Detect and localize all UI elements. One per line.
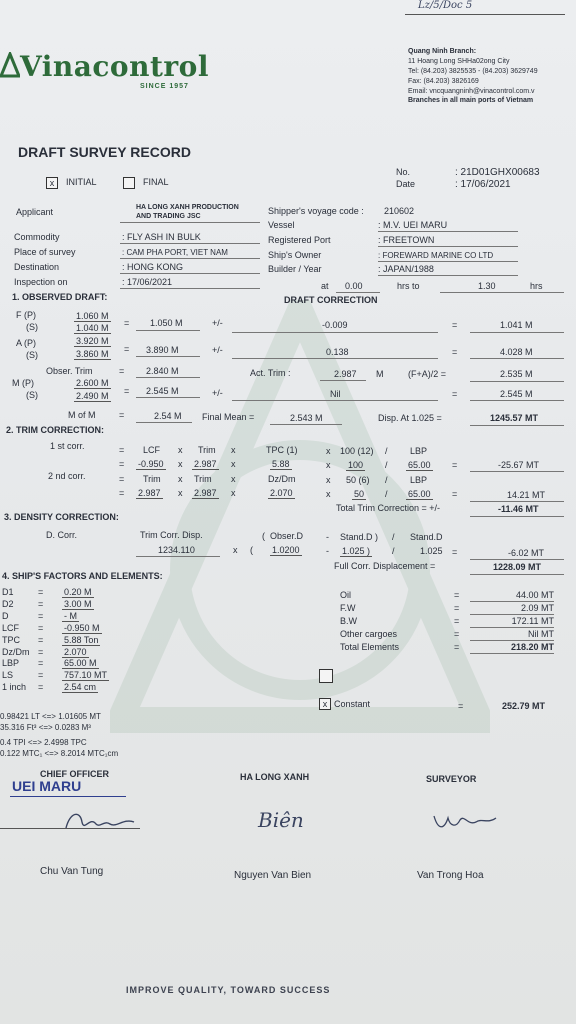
fs-value: 1.040 M [76,323,109,333]
owner-value: : FOREWARD MARINE CO LTD [378,251,494,260]
vessel-label: Vessel [268,220,295,230]
factor-value: 2.070 [64,646,87,657]
element-key: Other cargoes [340,629,398,639]
applicant-label: Applicant [16,207,54,217]
x-3: x [326,446,331,456]
destination-value: : HONG KONG [122,262,184,272]
fifty-value: 50 [354,489,365,499]
factor-key: 1 inch [2,682,27,693]
initial-checkbox[interactable]: x [46,177,58,189]
trim2-col-label-a: Trim [143,474,161,484]
act-trim-label: Act. Trim : [250,368,291,378]
disp-label: Disp. At 1.025 = [378,413,442,423]
section-observed-draft: 1. OBSERVED DRAFT: [12,292,108,302]
element-value: 218.20 MT [510,642,554,652]
lbp2-value: 65.00 [408,489,431,499]
destination-label: Destination [14,262,60,272]
date-label: Date [396,179,416,189]
stand-d2-label: Stand.D [410,532,443,542]
factor-value: 5.88 Ton [64,634,99,645]
conversion-4: 0.122 MTC₁ <=> 8.2014 MTC₁cm [0,749,119,758]
fa2-label: (F+A)/2 = [408,369,447,379]
full-corr-label: Full Corr. Displacement = [334,561,436,571]
element-value: Nil MT [528,629,554,639]
lbp2-col-label: LBP [410,475,428,485]
voyage-value: 210602 [384,206,415,216]
x-11: x [231,488,236,498]
ap-value: 3.920 M [76,336,109,346]
a-correction: 0.138 [326,347,349,357]
place-value: : CAM PHA PORT, VIET NAM [122,248,228,257]
factor-equals: = [38,682,44,693]
no-value: : 21D01GHX00683 [455,167,540,178]
lbp-col-label: LBP [410,446,428,456]
at-value: 0.00 [345,281,363,291]
factor-key: D1 [2,587,14,597]
trim2a-value: 2.987 [138,488,161,498]
voyage-label: Shipper's voyage code : [268,206,364,216]
x-2: x [231,445,236,455]
fs-label: (S) [26,322,38,332]
ms-label: (S) [26,390,38,400]
obs-d-label: Obser.D [270,531,304,541]
obs-d-value: 1.0200 [272,545,300,555]
section-ship-factors: 4. SHIP'S FACTORS AND ELEMENTS: [2,571,163,581]
ha-long-label: HA LONG XANH [240,772,310,782]
factor-key: Dz/Dm [2,646,30,657]
x-13: x [233,545,238,555]
factor-key: LCF [2,622,20,633]
m-mean: 2.545 M [146,386,179,396]
stand-d-label: Stand.D ) [340,532,379,542]
factor-value: 0.20 M [64,587,92,597]
mom-label: M of M [68,410,96,420]
surveyor-signature-icon [430,808,500,834]
no-label: No. [396,167,411,177]
applicant-value-line2: AND TRADING JSC [136,213,201,220]
branch-note: Branches in all main ports of Vietnam [408,97,534,104]
branch-email: Email: vncquangninh@vinacontrol.com.v [408,88,535,95]
factor-equals: = [38,587,44,597]
pm-1: +/- [212,318,223,328]
footer-slogan: IMPROVE QUALITY, TOWARD SUCCESS [126,985,331,995]
chief-officer-signature-icon [60,806,140,836]
final-mean-label: Final Mean = [202,412,255,422]
second-corr-label: 2 nd corr. [48,471,86,481]
builder-label: Builder / Year [268,264,322,274]
date-value: : 17/06/2021 [455,179,511,190]
obs-trim-label: Obser. Trim [46,366,93,376]
factor-key: LS [2,670,14,681]
conversion-3: 0.4 TPI <=> 2.4998 TPC [0,738,87,747]
inspection-label: Inspection on [14,277,68,287]
factor-value: 2.54 cm [64,682,97,693]
stand-d2-value: 1.025 [420,546,443,556]
element-key: B.W [340,616,357,626]
port-label: Registered Port [268,235,331,245]
dcorr-label: D. Corr. [46,530,78,540]
total-trim-label: Total Trim Correction = +/- [336,503,441,513]
factor-value: 757.10 MT [64,670,108,681]
first-corr-label: 1 st corr. [50,441,85,451]
x-9: x [326,475,331,485]
h50-6-label: 50 (6) [346,475,370,485]
x-5: x [231,459,236,469]
chief-officer-label: CHIEF OFFICER [40,769,109,779]
logo-triangle-icon [0,52,20,78]
element-key: Total Elements [340,642,400,652]
to-value: 1.30 [478,281,496,291]
factor-equals: = [38,634,44,645]
constant-value: 252.79 MT [502,701,546,711]
disp-value: 1245.57 MT [490,413,539,423]
port-value: : FREETOWN [378,235,435,245]
branch-address: 11 Hoang Long SHHa02ong City [408,58,510,65]
full-corr-value: 1228.09 MT [493,562,542,572]
section-trim-correction: 2. TRIM CORRECTION: [6,425,104,435]
page-title: DRAFT SURVEY RECORD [18,144,191,160]
branch-fax: Fax: (84.203) 3826169 [408,78,479,85]
ha-long-signature: Biên [258,808,304,832]
commodity-value: : FLY ASH IN BULK [122,232,201,242]
handwritten-ref: Lz/5/Doc 5 [418,0,473,11]
dzdm-value: 2.070 [270,488,293,498]
ha-long-name: Nguyen Van Bien [234,870,312,881]
factor-equals: = [38,598,44,609]
element-equals: = [454,642,460,652]
element-equals: = [454,616,460,626]
act-trim-value: 2.987 [334,369,357,379]
survey-document: Lz/5/Doc 5 Vinacontrol SINCE 1957 Quang Ninh Branch: 11 Hoang Long SHHa02ong City Tel: (84.203) 3825535 - (84.203) 3629749 Fax: (84.203) 3826169 Email: vncquangninh@vinacontrol.com.v Branches in all main ports of Vietnam DRAFT SURVEY RECORD No. : 21D01GHX00683 Date : 17/06/2021 x INITIAL FINAL Applicant HA LONG XANH PRODUCTION AND TRADING JSC Commodity : FLY ASH IN BULK Place of survey : CAM PHA PORT, VIET NAM Destination : HONG KONG Inspection on : 17/06/2021 Shipper's voyage code : 210602 Vessel : M.V. UEI MARU Registered Port : FREETOWN Ship's Owner : FOREWARD MARINE CO LTD Builder / Year : JAPAN/1988 at 0.00 hrs to 1.30 hrs 1. OBSERVED DRAFT: DRAFT CORRECTION F (P) (S) A (P) (S) 1.060 M 1.040 M 3.920 M 3.860 M = = 1.050 M 3.890 M +/- +/- -0.009 0.138 = = 1.041 M 4.028 M Obser. Trim = 2.840 M Act. Trim : 2.987 M (F+A)/2 = 2.535 M M (P) (S) 2.600 M 2.490 M = 2.545 M +/- Nil = 2.545 M M of M = 2.54 M Final Mean = 2.543 M Disp. At 1.025 = 1245.57 MT 2. TRIM CORRECTION: 1 st corr. = LCF x Trim x TPC (1) x 100 (12) / LBP = -0.950 x 2.987 x 5.88 x 100 / 65.00 = -25.67 MT 2 nd corr. = Trim x Trim x Dz/Dm x 50 (6) / LBP = 2.987 x 2.987 x 2.070 x 50 / 65.00 = 14.21 MT Total Trim Correction = +/- -11.46 MT 3. DENSITY CORRECTION: D. Corr. Trim Corr. Disp. 1234.110 x ( ( Obser.D 1.0200 - - Stand.D ) 1.025 ) / / Stand.D 1.025 = -6.02 MT Full Corr. Displacement = 1228.09 MT 4. SHIP'S FACTORS AND ELEMENTS: D1 = 0.20 M D2 = 3.00 M D = - M LCF = -0.950 M TPC = 5.88 Ton Dz/Dm = 2.070 LBP = 65.00 M LS = 757.10 MT 1 inch = 2.54 cm 0.98421 LT <=> 1.01605 MT 35.316 Ft³ <=> 0.0283 M³ 0.4 TPI <=> 2.4998 TPC 0.122 MTC₁ <=> 8.2014 MTC₁cm Oil = 44.00 MT F.W = 2.09 MT B.W = 172.11 MT Other cargoes = Nil MT Total Elements = 218.20 MT x Constant = 252.79 MT CHIEF OFFICER UEI MARU HA LONG XANH Biên SURVEYOR Chu Van Tung Nguyen Van Bien Van Trong Hoa IMPROVE QUALITY, TOWARD SUCCESS [0,0,576,1024]
surveyor-name: Van Trong Hoa [417,870,484,881]
as-label: (S) [26,350,38,360]
x-6: x [326,460,331,470]
ap-label: A (P) [16,338,37,348]
draft-correction-title: DRAFT CORRECTION [284,295,378,305]
ship-stamp: UEI MARU [12,778,82,794]
trim2-col-label-b: Trim [194,474,212,484]
section-density-correction: 3. DENSITY CORRECTION: [4,512,119,522]
factor-key: D [2,610,9,621]
lbp-value: 65.00 [408,460,431,470]
trim1-value: 2.987 [194,459,217,469]
element-equals: = [454,629,460,639]
ms-value: 2.490 M [76,391,109,401]
x-4: x [178,459,183,469]
lcf-col-label: LCF [143,445,161,455]
element-value: 172.11 MT [511,616,554,626]
element-value: 2.09 MT [520,603,554,613]
hrs-label: hrs [530,281,543,291]
trim-corr-disp-value: 1234.110 [158,545,195,555]
dzdm-col-label: Dz/Dm [268,474,296,484]
factor-key: LBP [2,658,20,669]
conversion-1: 0.98421 LT <=> 1.01605 MT [0,712,101,721]
factor-equals: = [38,610,44,621]
company-since: SINCE 1957 [140,83,189,90]
f-correction: -0.009 [322,320,348,330]
element-equals: = [454,603,460,613]
factor-equals: = [38,658,44,669]
chief-officer-name: Chu Van Tung [40,866,104,877]
factor-value: 3.00 M [64,598,92,609]
conversion-2: 35.316 Ft³ <=> 0.0283 M³ [0,723,91,732]
commodity-label: Commodity [14,232,60,242]
mom-value: 2.54 M [154,411,182,421]
tpc1-col-label: TPC (1) [266,445,298,455]
factor-value: - M [64,610,77,621]
trim2b-value: 2.987 [194,488,217,498]
as-value: 3.860 M [76,349,109,359]
act-trim-unit: M [376,369,384,379]
fp-label: F (P) [16,310,36,320]
x-8: x [231,474,236,484]
at-label: at [321,281,329,291]
mp-label: M (P) [12,378,34,388]
trim-corr-disp-label: Trim Corr. Disp. [140,530,203,540]
fp-value: 1.060 M [76,311,109,321]
factor-value: -0.950 M [64,622,100,633]
density-result: -6.02 MT [508,548,545,558]
total-trim-value: -11.46 MT [498,504,539,514]
f-corrected: 1.041 M [500,320,533,330]
constant-blank-checkbox[interactable] [319,669,333,683]
factor-key: D2 [2,598,14,609]
vessel-value: : M.V. UEI MARU [378,220,448,230]
pm-3: +/- [212,388,223,398]
factor-equals: = [38,622,44,633]
branch-tel: Tel: (84.203) 3825535 - (84.203) 3629749 [408,68,538,75]
final-checkbox[interactable] [123,177,135,189]
element-value: 44.00 MT [515,590,554,600]
element-key: F.W [340,603,356,613]
pm-2: +/- [212,345,223,355]
branch-title: Quang Ninh Branch: [408,48,477,55]
factor-value: 65.00 M [64,658,97,669]
stand-d-value: 1.025 ) [342,546,371,556]
second-corr-result: 14.21 MT [507,490,546,500]
element-key: Oil [340,590,351,600]
place-label: Place of survey [14,247,76,257]
mp-value: 2.600 M [76,378,109,388]
trim-col-label: Trim [198,445,216,455]
initial-label: INITIAL [66,177,97,187]
constant-label: Constant [334,699,371,709]
company-logo: Vinacontrol [20,50,209,83]
a-corrected: 4.028 M [500,347,533,357]
first-corr-result: -25.67 MT [498,460,540,470]
f-mean: 1.050 M [150,318,183,328]
x-10: x [178,488,183,498]
tpc-value: 5.88 [272,459,290,469]
constant-checkbox[interactable]: x [319,698,331,710]
element-equals: = [454,590,460,600]
builder-value: : JAPAN/1988 [378,264,434,274]
m-correction: Nil [330,389,341,399]
final-mean-value: 2.543 M [290,413,323,423]
inspection-value: : 17/06/2021 [122,277,173,287]
x-1: x [178,445,183,455]
m-corrected: 2.545 M [500,389,533,399]
a-mean: 3.890 M [146,345,179,355]
h100-12-label: 100 (12) [340,446,374,456]
hrs-to-label: hrs to [397,281,420,291]
factor-key: TPC [2,634,20,645]
applicant-value-line1: HA LONG XANH PRODUCTION [136,204,239,211]
surveyor-label: SURVEYOR [426,774,477,784]
x-12: x [326,489,331,499]
fa2-value: 2.535 M [500,369,533,379]
factor-equals: = [38,670,44,681]
hundred-value: 100 [348,460,364,470]
lcf-value: -0.950 [138,459,164,469]
owner-label: Ship's Owner [268,250,322,260]
obs-trim-value: 2.840 M [146,366,179,376]
x-7: x [178,474,183,484]
final-label: FINAL [143,177,169,187]
factor-equals: = [38,646,44,657]
